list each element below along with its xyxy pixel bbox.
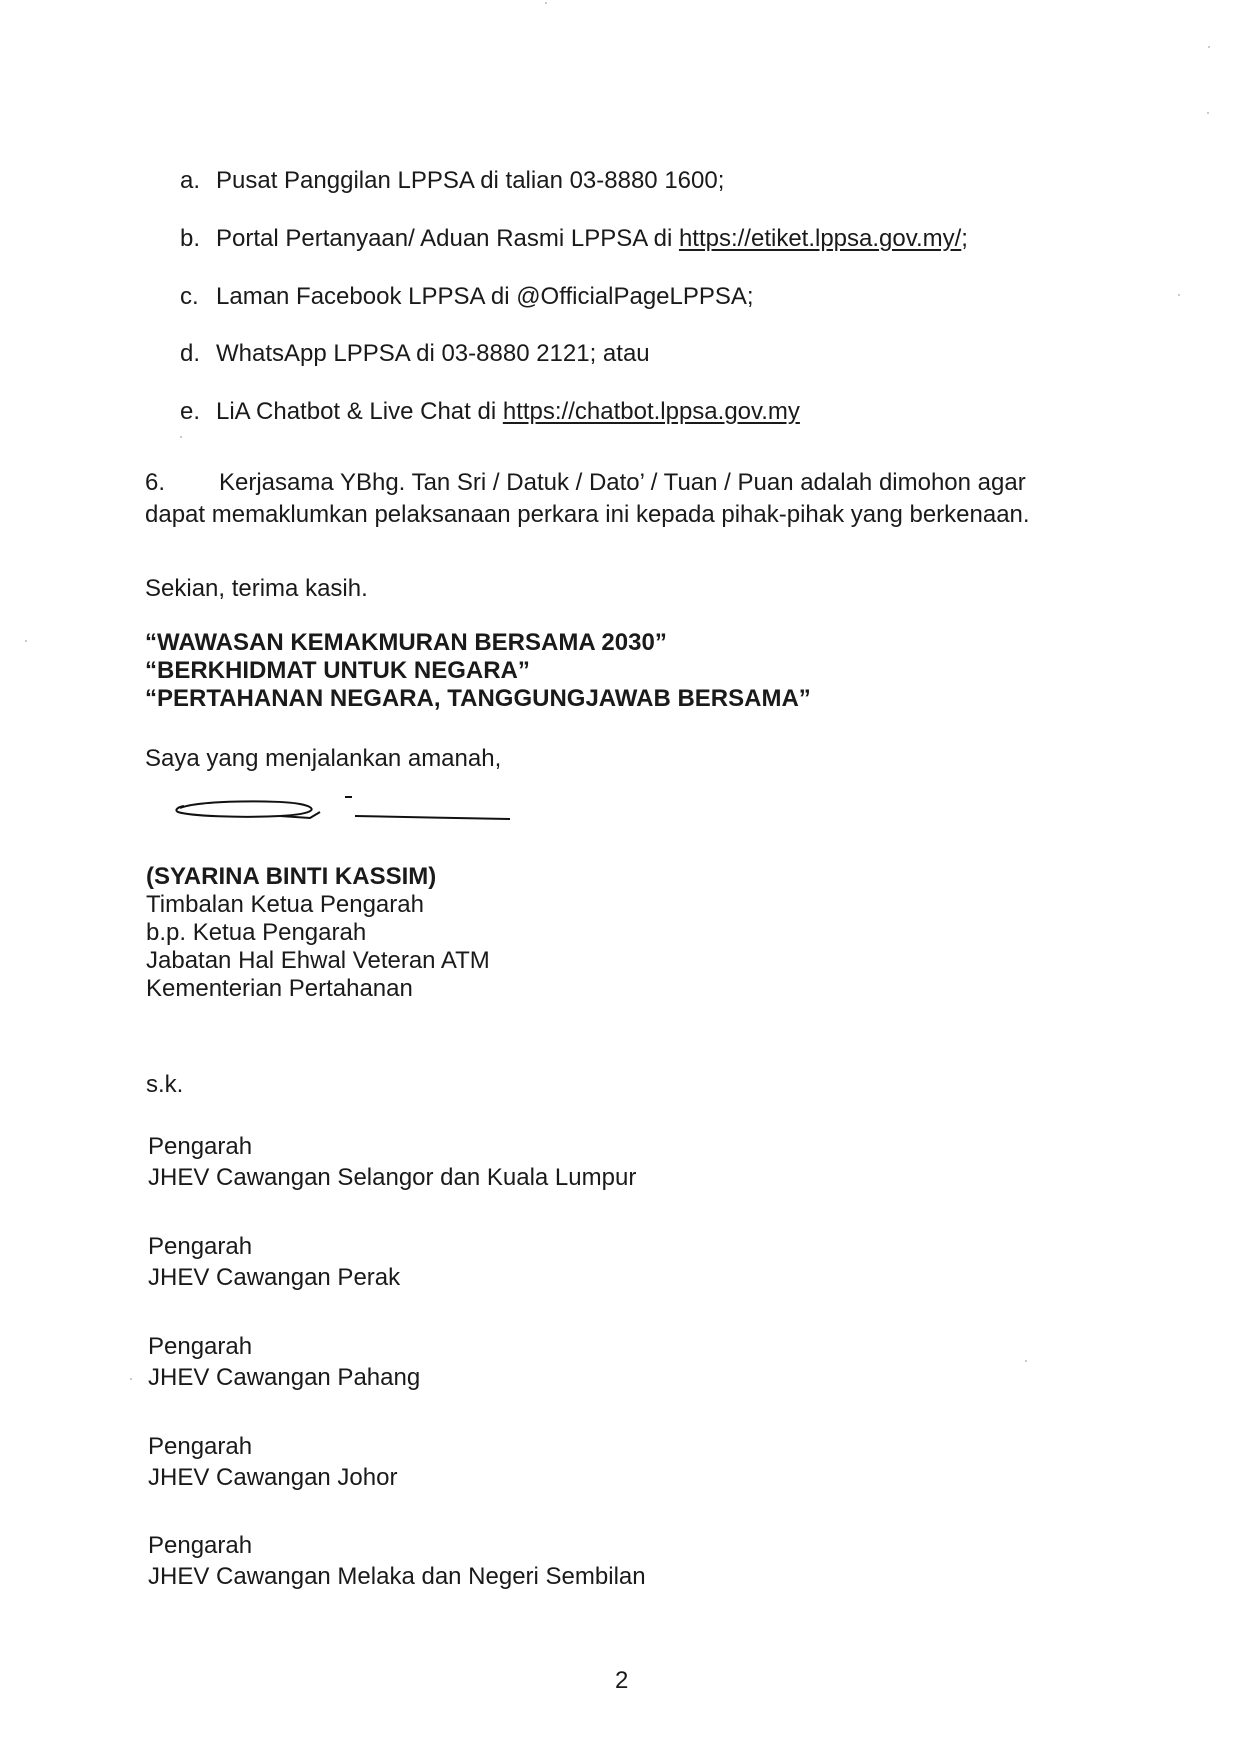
cc-recipient-office: JHEV Cawangan Johor xyxy=(148,1464,398,1491)
list-item xyxy=(180,282,754,312)
list-item xyxy=(180,166,724,196)
list-text: WhatsApp LPPSA di 03-8880 2121; atau xyxy=(216,340,650,367)
motto-line: “WAWASAN KEMAKMURAN BERSAMA 2030” xyxy=(145,629,667,656)
scan-speck xyxy=(180,436,182,438)
list-letter: e. xyxy=(180,398,201,425)
cc-label: s.k. xyxy=(146,1071,184,1098)
motto-line: “BERKHIDMAT UNTUK NEGARA” xyxy=(145,657,530,684)
scan-speck xyxy=(545,2,547,4)
sign-off: Saya yang menjalankan amanah, xyxy=(145,745,502,772)
list-letter: a. xyxy=(180,167,201,194)
cc-recipient-title: Pengarah xyxy=(148,1333,253,1360)
list-text: Portal Pertanyaan/ Aduan Rasmi LPPSA di xyxy=(216,225,679,252)
scan-speck xyxy=(1207,112,1209,114)
list-letter: c. xyxy=(180,283,199,310)
list-item xyxy=(180,339,650,369)
paragraph-text: Kerjasama YBhg. Tan Sri / Datuk / Dato’ / Tuan / Puan adalah dimohon agar xyxy=(219,469,1026,496)
etiket-link[interactable]: https://etiket.lppsa.gov.my/ xyxy=(678,225,962,252)
chatbot-link[interactable]: https://chatbot.lppsa.gov.my xyxy=(502,398,800,425)
scan-speck xyxy=(1208,46,1210,48)
cc-recipient-title: Pengarah xyxy=(148,1133,253,1160)
signatory-line: Timbalan Ketua Pengarah xyxy=(146,891,424,918)
signatory-name: (SYARINA BINTI KASSIM) xyxy=(146,863,437,890)
cc-recipient-title: Pengarah xyxy=(148,1233,253,1260)
list-item xyxy=(180,397,800,427)
closing-text: Sekian, terima kasih. xyxy=(145,575,368,602)
paragraph-6-line-1 xyxy=(145,468,1026,498)
list-suffix: ; xyxy=(961,225,968,252)
paragraph-6-line-2: dapat memaklumkan pelaksanaan perkara ini kepada pihak-pihak yang berkenaan. xyxy=(145,501,1030,528)
list-text: Laman Facebook LPPSA di @OfficialPageLPPSA; xyxy=(216,283,754,310)
list-letter: d. xyxy=(180,340,201,367)
cc-recipient-office: JHEV Cawangan Pahang xyxy=(148,1364,421,1391)
scan-speck xyxy=(1178,294,1180,296)
scan-speck xyxy=(1025,1360,1027,1362)
list-text: Pusat Panggilan LPPSA di talian 03-8880 1600; xyxy=(216,167,725,194)
scan-speck xyxy=(130,1378,132,1380)
signatory-line: Kementerian Pertahanan xyxy=(146,975,413,1002)
cc-recipient-office: JHEV Cawangan Perak xyxy=(148,1264,401,1291)
cc-recipient-title: Pengarah xyxy=(148,1532,253,1559)
signatory-line: b.p. Ketua Pengarah xyxy=(146,919,367,946)
cc-recipient-office: JHEV Cawangan Melaka dan Negeri Sembilan xyxy=(148,1563,646,1590)
list-letter: b. xyxy=(180,225,201,252)
signature-image xyxy=(170,790,520,830)
page-number: 2 xyxy=(615,1667,629,1694)
scan-speck xyxy=(25,640,27,642)
paragraph-number: 6. xyxy=(145,469,166,496)
list-item xyxy=(180,224,968,254)
signatory-line: Jabatan Hal Ehwal Veteran ATM xyxy=(146,947,490,974)
cc-recipient-title: Pengarah xyxy=(148,1433,253,1460)
list-text: LiA Chatbot & Live Chat di xyxy=(216,398,503,425)
cc-recipient-office: JHEV Cawangan Selangor dan Kuala Lumpur xyxy=(148,1164,637,1191)
motto-line: “PERTAHANAN NEGARA, TANGGUNGJAWAB BERSAMA” xyxy=(145,685,811,712)
